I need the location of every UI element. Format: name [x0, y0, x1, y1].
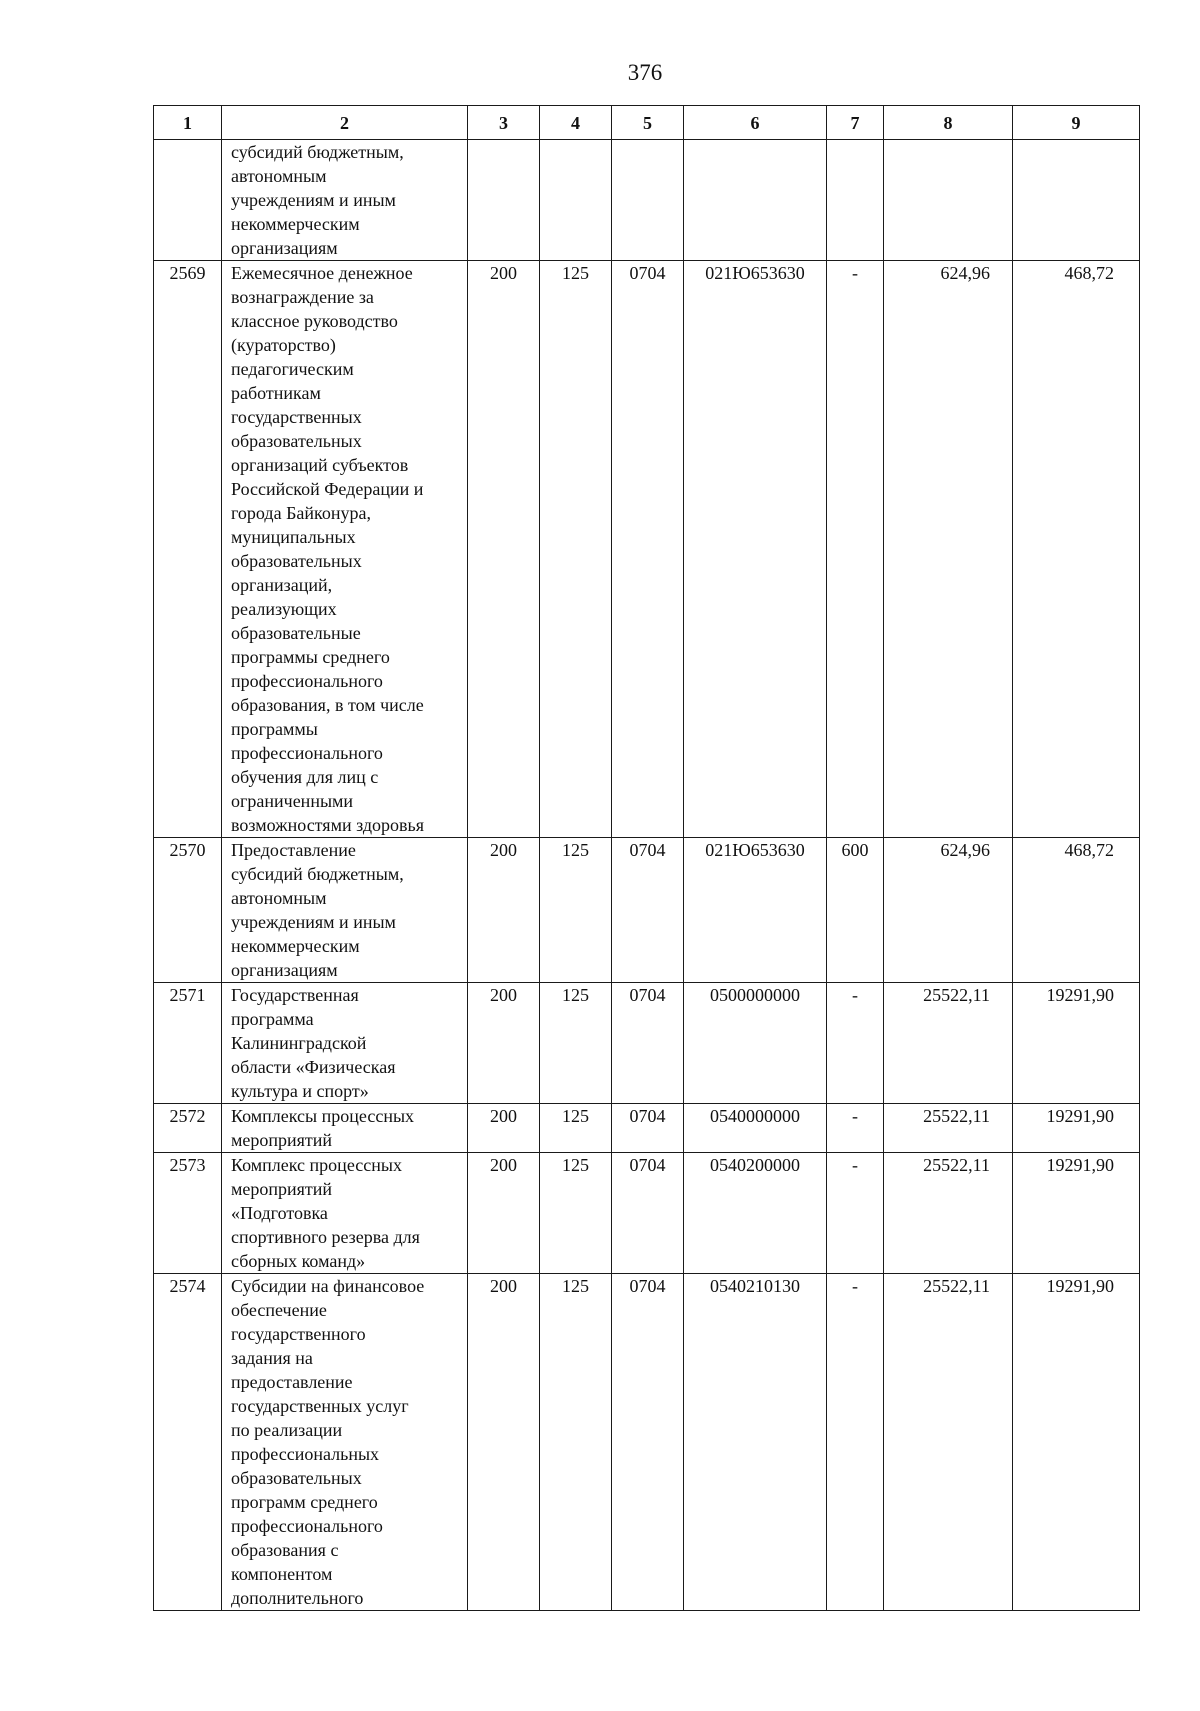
column-header: 9: [1013, 106, 1140, 140]
col5-cell: 0704: [612, 838, 684, 983]
col5-cell: [612, 140, 684, 261]
name-line: задания на: [231, 1348, 313, 1368]
name-line: образования с: [231, 1540, 339, 1560]
row-name-cell: [222, 983, 468, 1104]
table-row: [154, 1274, 1140, 1611]
name-line: автономным: [231, 166, 327, 186]
amount-cell: 25522,11: [884, 1274, 1013, 1611]
table-body: [154, 140, 1140, 1611]
col7-cell: -: [827, 1104, 884, 1153]
row-number-cell: 2569: [154, 261, 222, 838]
name-line: области «Физическая: [231, 1057, 396, 1077]
name-line: города Байконура,: [231, 503, 371, 523]
column-header: 2: [222, 106, 468, 140]
col5-cell: 0704: [612, 261, 684, 838]
column-header: 7: [827, 106, 884, 140]
name-line: реализующих: [231, 599, 337, 619]
row-name-cell: [222, 838, 468, 983]
name-line: «Подготовка: [231, 1203, 328, 1223]
col7-cell: -: [827, 1153, 884, 1274]
name-line: профессионального: [231, 1516, 383, 1536]
col7-cell: [827, 140, 884, 261]
name-line: вознаграждение за: [231, 287, 374, 307]
row-number-cell: 2571: [154, 983, 222, 1104]
code-cell: 0540000000: [684, 1104, 827, 1153]
name-line: спортивного резерва для: [231, 1227, 420, 1247]
col4-cell: 125: [540, 1104, 612, 1153]
name-line: обучения для лиц с: [231, 767, 379, 787]
col4-cell: 125: [540, 1274, 612, 1611]
column-header: 8: [884, 106, 1013, 140]
name-line: учреждениям и иным: [231, 912, 396, 932]
row-name-cell: [222, 1274, 468, 1611]
table-row: [154, 838, 1140, 983]
name-line: Калининградской: [231, 1033, 367, 1053]
name-line: муниципальных: [231, 527, 356, 547]
name-line: государственного: [231, 1324, 366, 1344]
col3-cell: 200: [468, 1274, 540, 1611]
code-cell: [684, 140, 827, 261]
name-line: образовательных: [231, 551, 362, 571]
table-row: [154, 261, 1140, 838]
amount-cell: 468,72: [1013, 838, 1140, 983]
name-line: образования, в том числе: [231, 695, 424, 715]
col7-cell: -: [827, 261, 884, 838]
name-line: профессионального: [231, 743, 383, 763]
row-number-cell: 2572: [154, 1104, 222, 1153]
name-line: мероприятий: [231, 1179, 333, 1199]
row-number-cell: 2570: [154, 838, 222, 983]
column-header: 3: [468, 106, 540, 140]
row-name-cell: [222, 1153, 468, 1274]
col4-cell: [540, 140, 612, 261]
table-row: [154, 1104, 1140, 1153]
name-line: ограниченными: [231, 791, 354, 811]
code-cell: 0500000000: [684, 983, 827, 1104]
amount-cell: 25522,11: [884, 983, 1013, 1104]
amount-cell: 25522,11: [884, 1153, 1013, 1274]
amount-cell: 19291,90: [1013, 983, 1140, 1104]
col5-cell: 0704: [612, 1153, 684, 1274]
name-line: обеспечение: [231, 1300, 327, 1320]
amount-cell: 624,96: [884, 261, 1013, 838]
row-number-cell: 2573: [154, 1153, 222, 1274]
name-line: организациям: [231, 238, 338, 258]
name-line: Комплекс процессных: [231, 1155, 402, 1175]
col3-cell: 200: [468, 983, 540, 1104]
row-number-cell: 2574: [154, 1274, 222, 1611]
col5-cell: 0704: [612, 983, 684, 1104]
name-line: государственных: [231, 407, 362, 427]
name-line: Российской Федерации и: [231, 479, 424, 499]
name-line: организациям: [231, 960, 338, 980]
name-line: педагогическим: [231, 359, 354, 379]
amount-cell: 624,96: [884, 838, 1013, 983]
col3-cell: 200: [468, 1153, 540, 1274]
name-line: субсидий бюджетным,: [231, 864, 404, 884]
amount-cell: 19291,90: [1013, 1274, 1140, 1611]
column-header: 5: [612, 106, 684, 140]
name-line: образовательных: [231, 431, 362, 451]
name-line: программы среднего: [231, 647, 390, 667]
name-line: по реализации: [231, 1420, 343, 1440]
name-line: мероприятий: [231, 1130, 333, 1150]
name-line: программа: [231, 1009, 314, 1029]
col5-cell: 0704: [612, 1274, 684, 1611]
name-line: некоммерческим: [231, 214, 360, 234]
name-line: автономным: [231, 888, 327, 908]
amount-cell: 19291,90: [1013, 1153, 1140, 1274]
col4-cell: 125: [540, 1153, 612, 1274]
code-cell: 021Ю653630: [684, 261, 827, 838]
col7-cell: -: [827, 1274, 884, 1611]
column-header: 1: [154, 106, 222, 140]
name-line: возможностями здоровья: [231, 815, 425, 835]
col4-cell: 125: [540, 261, 612, 838]
name-line: учреждениям и иным: [231, 190, 396, 210]
page-number: 376: [627, 60, 663, 85]
name-line: образовательных: [231, 1468, 362, 1488]
amount-cell: [1013, 140, 1140, 261]
name-line: дополнительного: [231, 1588, 364, 1608]
amount-cell: 468,72: [1013, 261, 1140, 838]
name-line: классное руководство: [231, 311, 398, 331]
table-row: [154, 1153, 1140, 1274]
name-line: некоммерческим: [231, 936, 360, 956]
name-line: организаций субъектов: [231, 455, 409, 475]
name-line: предоставление: [231, 1372, 353, 1392]
amount-cell: 25522,11: [884, 1104, 1013, 1153]
table-row: [154, 983, 1140, 1104]
code-cell: 0540200000: [684, 1153, 827, 1274]
name-line: работникам: [231, 383, 321, 403]
name-line: Ежемесячное денежное: [231, 263, 413, 283]
col3-cell: [468, 140, 540, 261]
row-number-cell: [154, 140, 222, 261]
code-cell: 0540210130: [684, 1274, 827, 1611]
col5-cell: 0704: [612, 1104, 684, 1153]
col7-cell: 600: [827, 838, 884, 983]
name-line: программы: [231, 719, 318, 739]
col7-cell: -: [827, 983, 884, 1104]
code-cell: 021Ю653630: [684, 838, 827, 983]
row-name-cell: [222, 261, 468, 838]
name-line: Комплексы процессных: [231, 1106, 415, 1126]
column-header: 4: [540, 106, 612, 140]
name-line: профессионального: [231, 671, 383, 691]
col3-cell: 200: [468, 838, 540, 983]
name-line: профессиональных: [231, 1444, 380, 1464]
table-row: [154, 140, 1140, 261]
column-header: 6: [684, 106, 827, 140]
row-name-cell: [222, 140, 468, 261]
name-line: субсидий бюджетным,: [231, 142, 404, 162]
name-line: Предоставление: [231, 840, 356, 860]
name-line: Государственная: [231, 985, 359, 1005]
name-line: компонентом: [231, 1564, 333, 1584]
col3-cell: 200: [468, 1104, 540, 1153]
col3-cell: 200: [468, 261, 540, 838]
amount-cell: [884, 140, 1013, 261]
name-line: государственных услуг: [231, 1396, 409, 1416]
name-line: сборных команд»: [231, 1251, 366, 1271]
name-line: образовательные: [231, 623, 361, 643]
budget-table: [153, 105, 1140, 1611]
row-name-cell: [222, 1104, 468, 1153]
name-line: культура и спорт»: [231, 1081, 369, 1101]
amount-cell: 19291,90: [1013, 1104, 1140, 1153]
name-line: организаций,: [231, 575, 333, 595]
name-line: (кураторство): [231, 335, 336, 355]
col4-cell: 125: [540, 983, 612, 1104]
name-line: Субсидии на финансовое: [231, 1276, 425, 1296]
header-row: [154, 106, 1140, 140]
col4-cell: 125: [540, 838, 612, 983]
name-line: программ среднего: [231, 1492, 378, 1512]
